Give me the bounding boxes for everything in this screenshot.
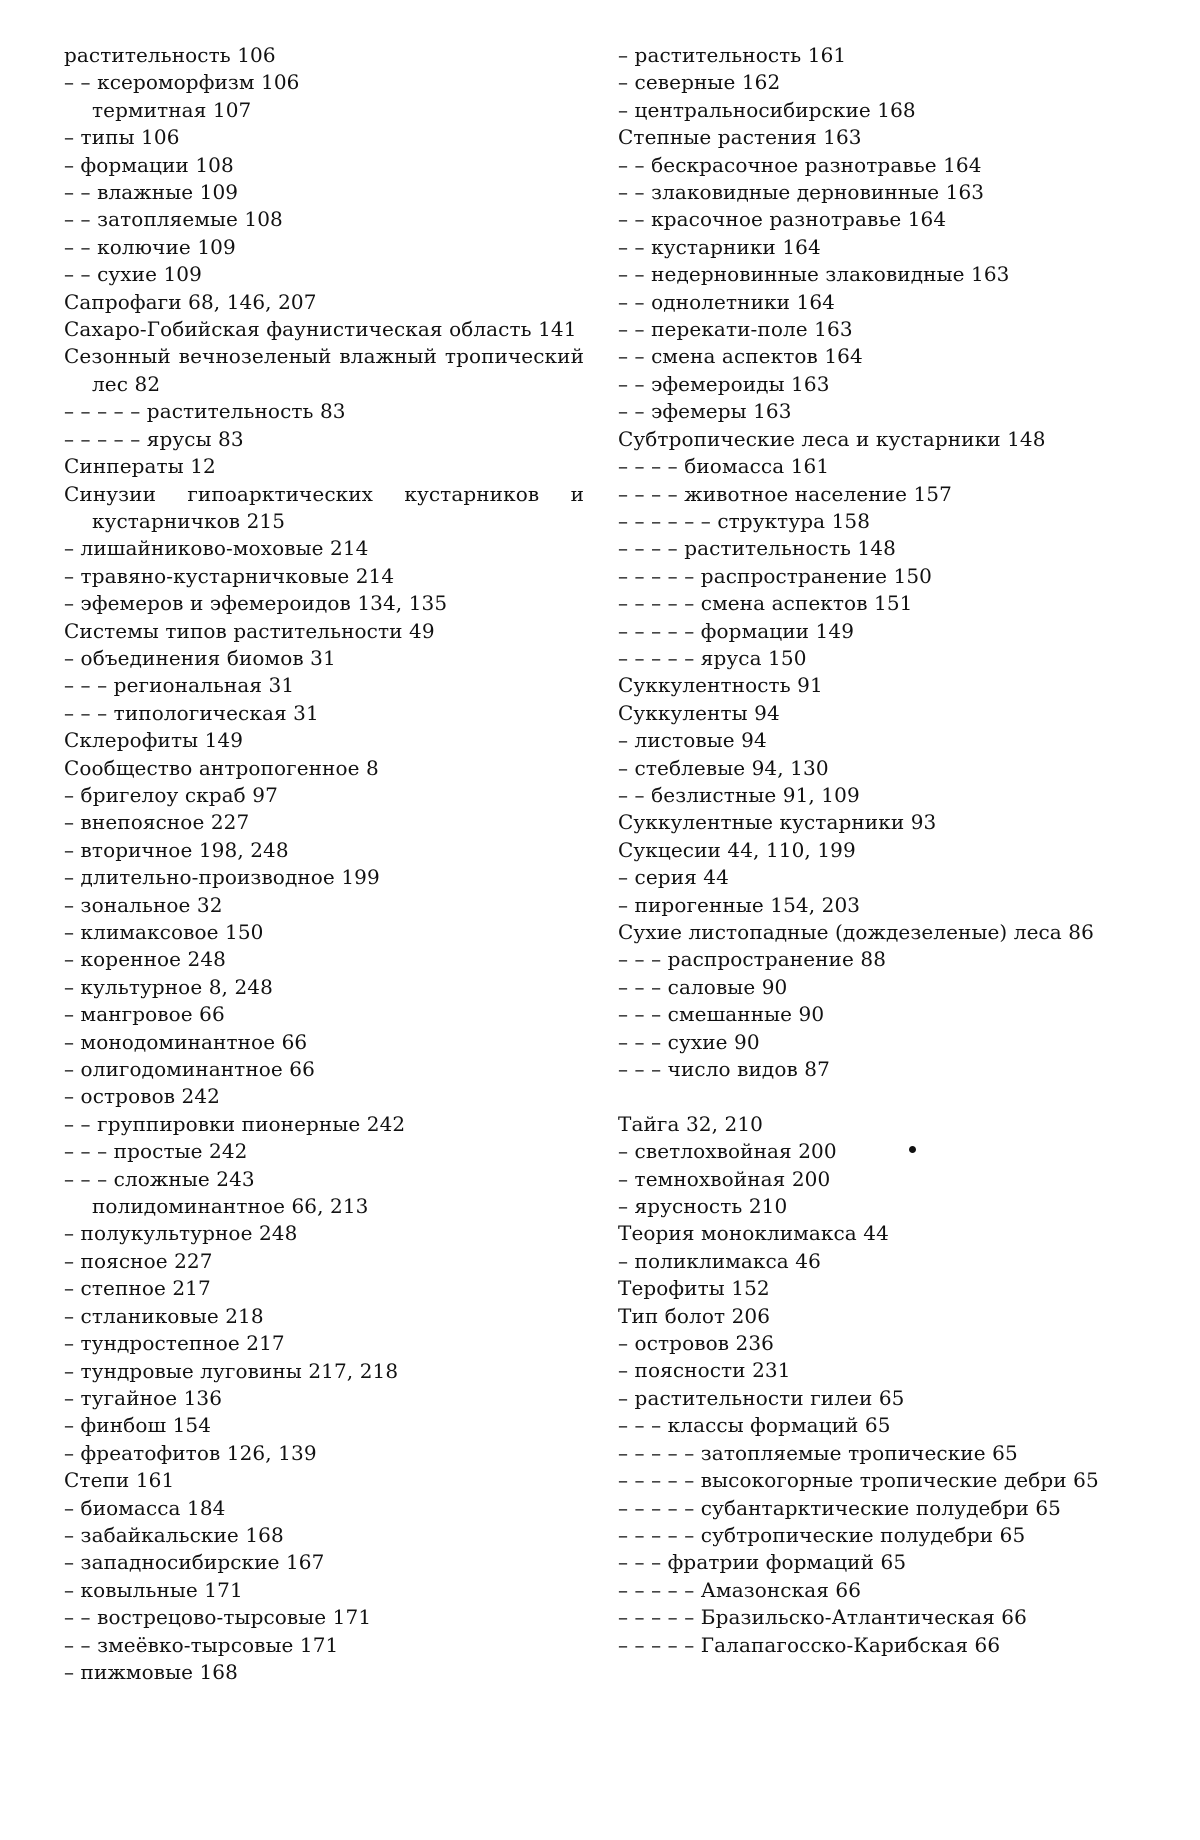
index-entry: Синузии гипоарктических кустарников и кустарничков 215 [64,481,584,533]
index-entry: – – – простые 242 [64,1139,248,1164]
index-entry: Сахаро-Гобийская фаунистическая область 141 [64,317,577,342]
index-entry: – – – типологическая 31 [64,700,319,725]
index-entry: – растительность 161 [618,43,847,67]
index-entry: – – эфемероиды 163 [618,371,830,396]
index-entry: – – злаковидные дерновинные 163 [618,180,985,205]
index-entry: – – – – – распространение 150 [618,563,932,588]
index-entry: – – – – – растительность 83 [64,399,346,424]
index-entry: – – – сложные 243 [64,1166,255,1191]
index-entry: – – – – – – структура 158 [618,508,871,533]
index-entry: – фреатофитов 126, 139 [64,1440,317,1465]
index-entry: – зональное 32 [64,892,223,917]
index-entry: – вторичное 198, 248 [64,837,289,862]
index-entry: Суккулентность 91 [618,673,823,698]
index-entry: – – – сухие 90 [618,1029,760,1054]
index-entry: – мангровое 66 [64,1002,225,1027]
index-entry: – эфемеров и эфемероидов 134, 135 [64,591,448,616]
index-entry: – – ксероморфизм 106 [64,70,300,95]
index-entry: – степное 217 [64,1276,211,1301]
index-entry: полидоминантное 66, 213 [92,1194,369,1219]
index-entry: – – – – животное население 157 [618,481,952,506]
index-entry: – – вострецово-тырсовые 171 [64,1605,372,1630]
index-entry: – поликлимакса 46 [618,1248,821,1273]
index-entry: – – – региональная 31 [64,673,295,698]
index-entry: – – – – – затопляемые тропические 65 [618,1440,1018,1465]
index-entry: – климаксовое 150 [64,920,264,944]
index-entry: – – группировки пионерные 242 [64,1111,406,1136]
index-entry: – – – смешанные 90 [618,1002,825,1027]
index-entry: – финбош 154 [64,1413,212,1438]
index-entry: – листовые 94 [618,728,767,753]
index-entry: – поясное 227 [64,1248,213,1273]
index-entry: Тайга 32, 210 [618,1111,763,1136]
index-entry: – – смена аспектов 164 [618,344,863,369]
index-entry: – центральносибирские 168 [618,97,916,122]
index-entry: – тугайное 136 [64,1385,223,1410]
index-entry: – биомасса 184 [64,1495,226,1520]
index-entry: – северные 162 [618,70,781,95]
index-entry: – – – – – субантарктические полудебри 65 [618,1495,1061,1520]
index-entry: – тундростепное 217 [64,1331,285,1356]
index-entry: – – перекати-поле 163 [618,317,853,342]
index-entry: – – сухие 109 [64,262,202,287]
index-entry: термитная 107 [92,97,252,122]
index-entry: Сообщество антропогенное 8 [64,755,379,780]
index-entry: – темнохвойная 200 [618,1166,831,1191]
index-entry: Тип болот 206 [618,1303,771,1328]
index-entry: – – – саловые 90 [618,974,788,999]
index-entry: – лишайниково-моховые 214 [64,536,369,561]
index-entry: – – влажные 109 [64,180,239,205]
index-entry: – коренное 248 [64,947,227,972]
index-entry: – – – – – высокогорные тропические дебри 65 [618,1468,1099,1493]
index-entry: – – – распространение 88 [618,947,887,972]
index-entry: – – красочное разнотравье 164 [618,207,947,232]
index-entry: – – – – – ярусы 83 [64,426,244,451]
index-entry: – – змеёвко-тырсовые 171 [64,1632,339,1657]
index-entry: – – безлистные 91, 109 [618,782,860,807]
index-entry: – – – – – формации 149 [618,618,855,643]
index-entry: Суккуленты 94 [618,700,780,725]
index-entry: Сезонный вечнозеленый влажный тропический лес 82 [64,344,584,396]
index-column-right [618,42,1138,1659]
index-entry: – западносибирские 167 [64,1550,325,1575]
index-entry: – формации 108 [64,152,234,177]
index-entry: – – колючие 109 [64,234,236,259]
index-entry: – ярусность 210 [618,1194,788,1219]
index-entry: Сапрофаги 68, 146, 207 [64,289,317,314]
index-entry: – объединения биомов 31 [64,645,336,670]
index-column-left [64,42,584,1686]
index-entry: – – недерновинные злаковидные 163 [618,262,1010,287]
index-entry: Степи 161 [64,1468,175,1493]
index-entry: – травяно-кустарничковые 214 [64,563,395,588]
index-entry: – тундровые луговины 217, 218 [64,1358,399,1383]
ink-dot-mark [909,1146,916,1153]
index-entry: – – – – – Бразильско-Атлантическая 66 [618,1605,1027,1630]
index-entry: – – – – – Амазонская 66 [618,1577,862,1602]
index-entry: – – – фратрии формаций 65 [618,1550,907,1575]
index-entry: – – – классы формаций 65 [618,1413,891,1438]
index-entry: – – – – – Галапагосско-Карибская 66 [618,1632,1001,1657]
index-entry: – полукультурное 248 [64,1221,298,1246]
index-entry: – стланиковые 218 [64,1303,264,1328]
index-entry: Субтропические леса и кустарники 148 [618,426,1046,451]
index-entry [618,1083,1138,1110]
index-entry: – – – – растительность 148 [618,536,896,561]
index-entry: – растительности гилеи 65 [618,1385,905,1410]
index-entry: – внепоясное 227 [64,810,250,835]
index-entry: – светлохвойная 200 [618,1139,837,1164]
index-entry: растительность 106 [64,43,276,67]
index-entry: – ковыльные 171 [64,1577,243,1602]
index-entry: – культурное 8, 248 [64,974,273,999]
index-entry: – – – число видов 87 [618,1057,830,1082]
index-entry: – серия 44 [618,865,729,890]
index-entry: – бригелоу скраб 97 [64,782,278,807]
index-entry: Системы типов растительности 49 [64,618,435,643]
index-entry: – стеблевые 94, 130 [618,755,829,780]
index-entry: Склерофиты 149 [64,728,244,753]
index-entry: – олигодоминантное 66 [64,1057,315,1082]
index-entry: – монодоминантное 66 [64,1029,308,1054]
index-entry: – – кустарники 164 [618,234,821,259]
index-entry: – – – – – смена аспектов 151 [618,591,913,616]
index-entry: – островов 242 [64,1084,220,1109]
index-entry: – – затопляемые 108 [64,207,283,232]
index-entry: – – – – – яруса 150 [618,645,807,670]
index-entry: – – – – биомасса 161 [618,454,830,479]
index-entry: Синператы 12 [64,454,216,479]
index-entry: Сукцесии 44, 110, 199 [618,837,856,862]
index-entry: – – эфемеры 163 [618,399,792,424]
index-entry: – пижмовые 168 [64,1659,238,1684]
index-entry: – типы 106 [64,125,180,150]
index-entry: – островов 236 [618,1331,774,1356]
index-entry: – – – – – субтропические полудебри 65 [618,1522,1026,1547]
index-entry: – длительно-производное 199 [64,865,380,890]
index-entry: Суккулентные кустарники 93 [618,810,937,835]
index-entry: – поясности 231 [618,1358,791,1383]
index-entry: Терофиты 152 [618,1276,770,1301]
index-entry: – забайкальские 168 [64,1522,284,1547]
index-entry: Теория моноклимакса 44 [618,1221,889,1246]
index-entry: – пирогенные 154, 203 [618,892,861,917]
index-entry: Сухие листопадные (дождезеленые) леса 86 [618,920,1094,944]
index-entry: Степные растения 163 [618,125,862,150]
index-entry: – – однолетники 164 [618,289,835,314]
index-entry: – – бескрасочное разнотравье 164 [618,152,982,177]
